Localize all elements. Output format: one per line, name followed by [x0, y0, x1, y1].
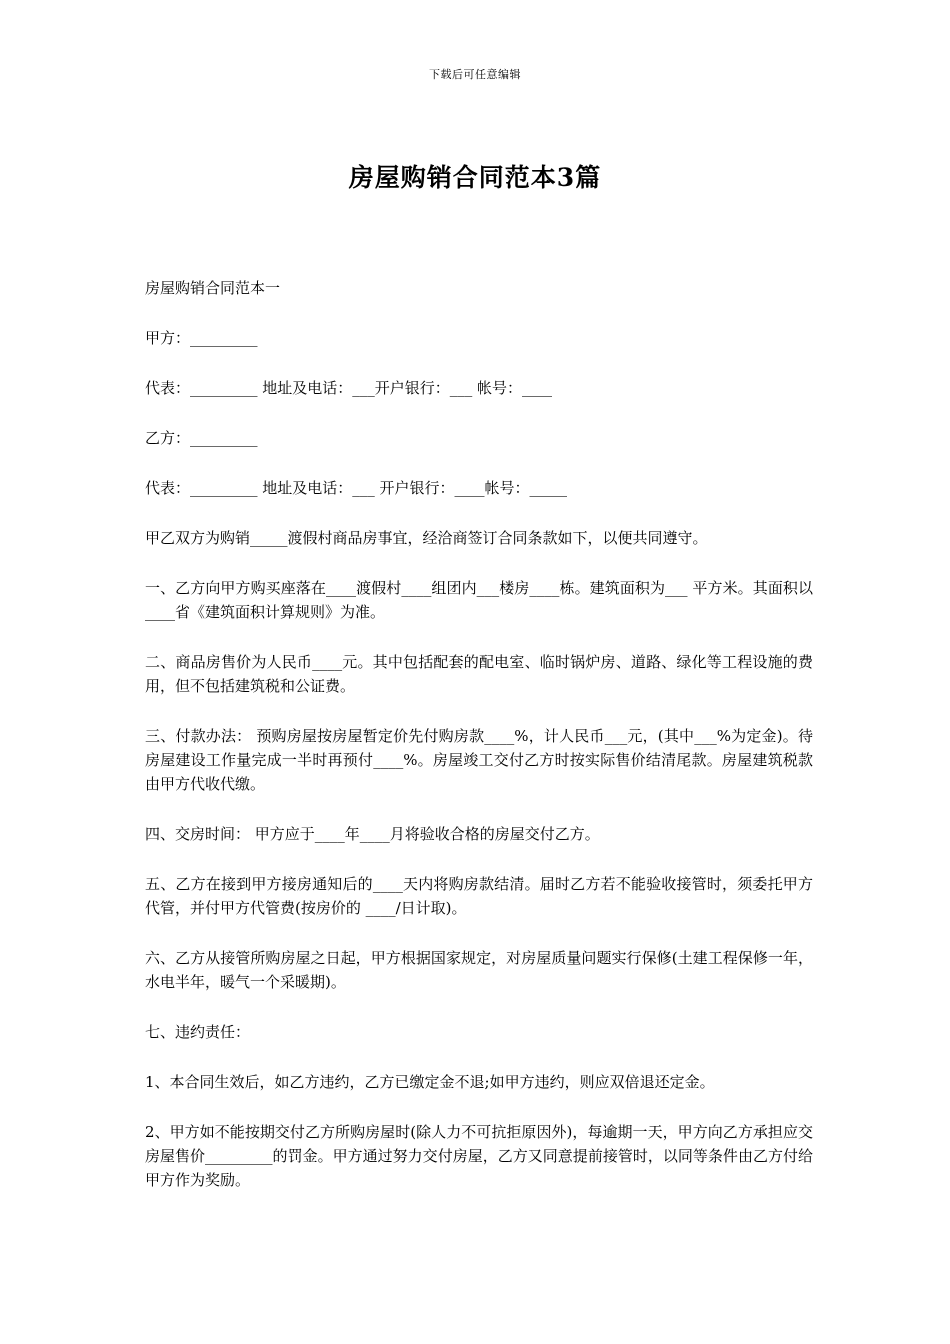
paragraph-clause-4: 四、交房时间： 甲方应于____年____月将验收合格的房屋交付乙方。 [145, 825, 600, 843]
paragraph-clause-6: 六、乙方从接管所购房屋之日起，甲方根据国家规定，对房屋质量问题实行保修(土建工程保修一年，水电半年，暖气一个采暖期)。 [145, 949, 813, 991]
paragraph-clause-7: 七、违约责任： [145, 1023, 251, 1041]
paragraph-clause-7-item-2: 2、甲方如不能按期交付乙方所购房屋时(除人力不可抗拒原因外)，每逾期一天，甲方向乙方承担应交房屋售价_________的罚金。甲方通过努力交付房屋，乙方又同意提前接管时，以同等条件由乙方付给甲方作为奖励。 [145, 1123, 813, 1189]
paragraph-preamble: 甲乙双方为购销_____渡假村商品房事宜，经洽商签订合同条款如下，以便共同遵守。 [145, 529, 708, 547]
paragraph-section-heading: 房屋购销合同范本一 [145, 279, 281, 297]
paragraph-clause-3: 三、付款办法： 预购房屋按房屋暂定价先付购房款____%，计人民币___元，(其中___%为定金)。待房屋建设工作量完成一半时再预付____%。房屋竣工交付乙方时按实际售价结清尾款。房屋建筑税款由甲方代收代缴。 [145, 727, 813, 793]
page-header-note: 下载后可任意编辑 [429, 68, 521, 81]
paragraph-party-b-representative: 代表：_________ 地址及电话：___ 开户银行：____帐号：_____ [145, 479, 568, 497]
paragraph-clause-5: 五、乙方在接到甲方接房通知后的____天内将购房款结清。届时乙方若不能验收接管时，须委托甲方代管，并付甲方代管费(按房价的 ____/日计取)。 [145, 875, 813, 917]
document-title: 房屋购销合同范本3篇 [348, 163, 602, 192]
paragraph-clause-2: 二、商品房售价为人民币____元。其中包括配套的配电室、临时锅炉房、道路、绿化等工程设施的费用，但不包括建筑税和公证费。 [145, 653, 813, 695]
paragraph-party-a: 甲方：_________ [145, 329, 258, 347]
document-body [145, 276, 813, 1218]
paragraph-party-b: 乙方：_________ [145, 429, 258, 447]
paragraph-clause-7-item-1: 1、本合同生效后，如乙方违约，乙方已缴定金不退;如甲方违约，则应双倍退还定金。 [145, 1073, 715, 1091]
paragraph-party-a-representative: 代表：_________ 地址及电话：___开户银行：___ 帐号：____ [145, 379, 553, 397]
paragraph-clause-1: 一、乙方向甲方购买座落在____渡假村____组团内___楼房____栋。建筑面积为___ 平方米。其面积以____省《建筑面积计算规则》为准。 [145, 579, 813, 621]
